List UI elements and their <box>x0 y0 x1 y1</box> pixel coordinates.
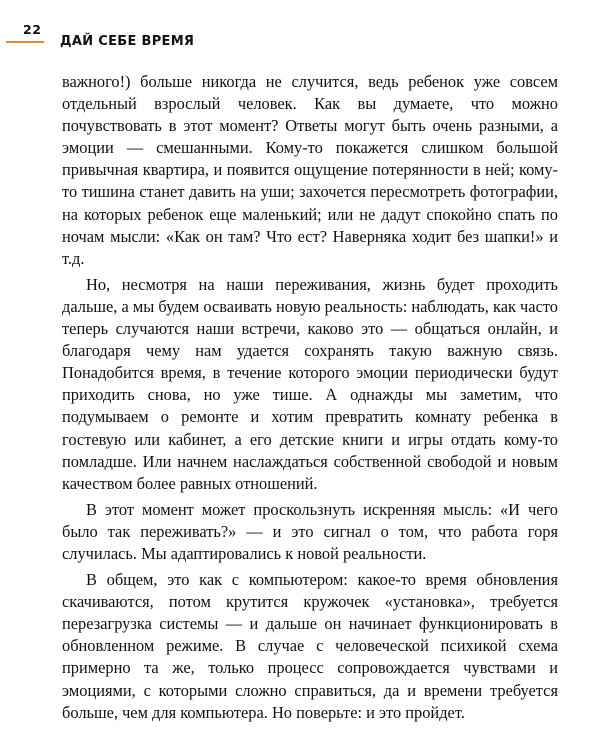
page-number: 22 <box>23 22 42 37</box>
paragraph-3: В этот момент может проскользнуть искренняя мысль: «И чего было так переживать?» — и это сигнал о том, что работа горя случилась. Мы адаптировались к новой реальности. <box>62 499 558 563</box>
chapter-title: ДАЙ СЕБЕ ВРЕМЯ <box>60 34 195 49</box>
paragraph-2: Но, несмотря на наши переживания, жизнь будет проходить дальше, а мы будем осваивать новую реальность: наблюдать, как часто теперь случаются наши встречи, каково это — общаться онлайн, и благодаря чему нам удается сохранять такую важную связь. Понадобится время, в течение которого эмоции периодически будут приходить снова, но уже тише. А однажды мы заметим, что подумываем о ремонте и хотим превратить комнату ребенка в гостевую или кабинет, а его детские книги и игры отдать кому-то помладше. Или начнем наслаждаться собственной свободой и новым качеством более равных отношений. <box>62 274 558 493</box>
body-text <box>62 71 558 728</box>
running-head <box>0 0 600 60</box>
paragraph-1: важного!) больше никогда не случится, ведь ребенок уже совсем отдельный взрослый человек. Как вы думаете, что можно почувствовать в этот момент? Ответы могут быть очень разными, а эмоции — смешанными. Кому-то покажется слишком большой привычная квартира, и появится ощущение потерянности в ней; кому-то тишина станет давить на уши; захочется пересмотреть фотографии, на которых ребенок еще маленький; или не дадут спокойно спать по ночам мысли: «Как он там? Что ест? Наверняка ходит без шапки!» и т.д. <box>62 72 558 268</box>
paragraph-4: В общем, это как с компьютером: какое-то время обновления скачиваются, потом крутится кружочек «установка», требуется перезагрузка системы — и дальше он начинает функционировать в обновленном режиме. В случае с человеческой психикой схема примерно та же, только процесс сопровождается чувствами и эмоциями, с которыми сложно справиться, да и времени требуется больше, чем для компьютера. Но поверьте: и это пройдет. <box>62 570 558 722</box>
header-accent-rule <box>6 41 44 43</box>
